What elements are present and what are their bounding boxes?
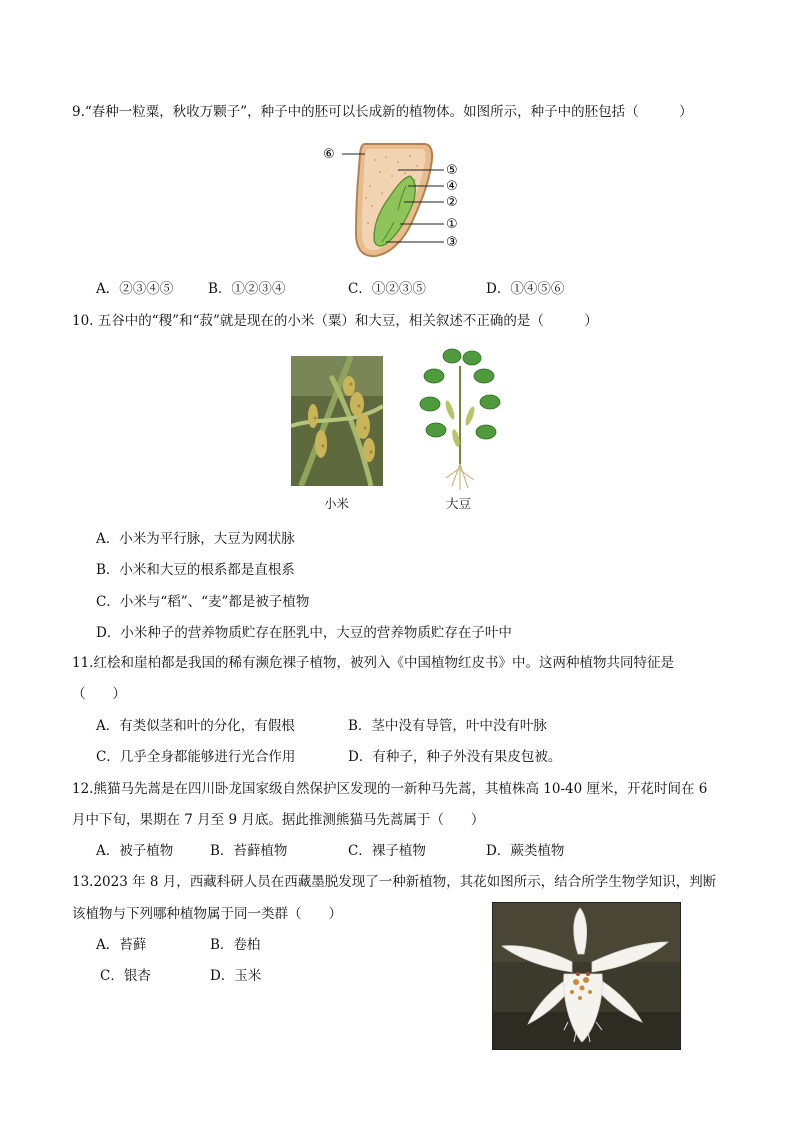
q9-option-c[interactable]: C．①②③⑤ xyxy=(348,281,426,297)
q12-stem-line1: 12.熊猫马先蒿是在四川卧龙国家级自然保护区发现的一新种马先蒿，其植株高 10-40 厘米，开花时间在 6 xyxy=(72,781,708,797)
q13-option-d[interactable]: D．玉米 xyxy=(210,968,262,984)
q13-stem-line2: 该植物与下列哪种植物属于同一类群（ ） xyxy=(72,906,342,922)
q11-option-a[interactable]: A．有类似茎和叶的分化，有假根 xyxy=(96,718,295,734)
q9-option-d[interactable]: D．①④⑤⑥ xyxy=(486,281,565,297)
q11-option-c[interactable]: C．几乎全身都能够进行光合作用 xyxy=(96,749,296,765)
label-3: ③ xyxy=(446,235,458,250)
q12-stem-line2: 月中下旬，果期在 7 月至 9 月底。据此推测熊猫马先蒿属于（ ） xyxy=(72,812,485,828)
q10-stem: 10. 五谷中的“稷”和“菽”就是现在的小米（粟）和大豆，相关叙述不正确的是（ ） xyxy=(72,313,598,329)
millet-caption: 小米 xyxy=(324,496,350,511)
q9-option-b[interactable]: B．①②③④ xyxy=(208,281,286,297)
q13-option-a[interactable]: A．苔藓 xyxy=(96,937,147,953)
soybean-image xyxy=(412,346,508,491)
q11-option-b[interactable]: B．茎中没有导管，叶中没有叶脉 xyxy=(348,718,547,734)
label-2: ② xyxy=(446,195,458,210)
q10-option-d[interactable]: D．小米种子的营养物质贮存在胚乳中，大豆的营养物质贮存在子叶中 xyxy=(96,625,512,641)
label-1: ① xyxy=(446,217,458,232)
label-4: ④ xyxy=(446,179,458,194)
q11-stem-line1: 11.红桧和崖柏都是我国的稀有濒危裸子植物，被列入《中国植物红皮书》中。这两种植物共同特征是 xyxy=(72,655,674,671)
q13-stem-line1: 13.2023 年 8 月，西藏科研人员在西藏墨脱发现了一种新植物，其花如图所示，结合所学生物学知识，判断 xyxy=(72,874,717,890)
q9-stem: 9.“春种一粒粟，秋收万颗子”，种子中的胚可以长成新的植物体。如图所示，种子中的胚包括（ ） xyxy=(72,104,693,120)
q11-stem-line2: （ ） xyxy=(72,686,126,702)
q13-option-b[interactable]: B．卷柏 xyxy=(210,937,261,953)
q10-option-c[interactable]: C．小米与“稻”、“麦”都是被子植物 xyxy=(96,594,310,610)
seed-diagram xyxy=(320,138,470,263)
label-5: ⑤ xyxy=(446,163,458,178)
q9-option-a[interactable]: A．②③④⑤ xyxy=(96,281,174,297)
label-6: ⑥ xyxy=(323,147,335,162)
q12-option-c[interactable]: C．裸子植物 xyxy=(348,843,426,859)
soybean-caption: 大豆 xyxy=(446,496,472,511)
q10-option-b[interactable]: B．小米和大豆的根系都是直根系 xyxy=(96,562,295,578)
q12-option-a[interactable]: A．被子植物 xyxy=(96,843,174,859)
q10-option-a[interactable]: A．小米为平行脉，大豆为网状脉 xyxy=(96,531,295,547)
q11-option-d[interactable]: D．有种子，种子外没有果皮包被。 xyxy=(348,749,562,765)
q12-option-b[interactable]: B．苔藓植物 xyxy=(210,843,288,859)
q13-option-c[interactable]: C．银杏 xyxy=(100,968,151,984)
q12-option-d[interactable]: D．蕨类植物 xyxy=(486,843,565,859)
millet-image xyxy=(291,356,383,486)
orchid-flower-image xyxy=(492,902,681,1050)
